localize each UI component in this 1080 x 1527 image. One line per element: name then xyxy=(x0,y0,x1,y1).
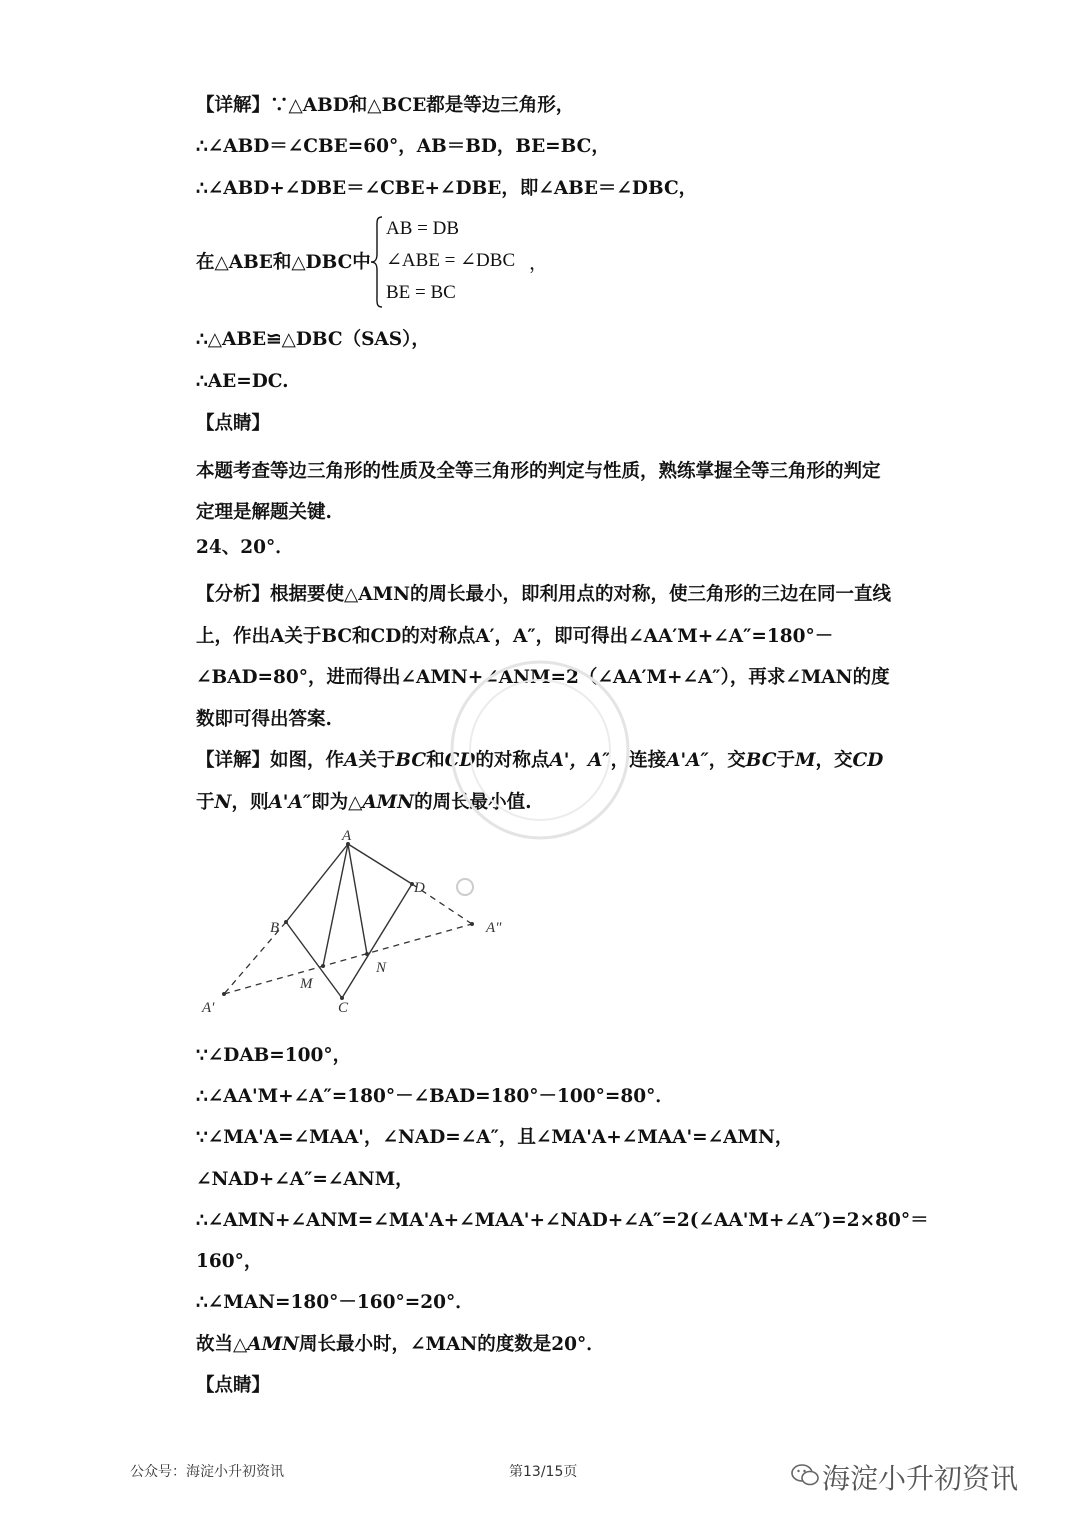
segment-AM xyxy=(323,844,348,966)
equation-system-prefix: 在△ABE和△DBC中 xyxy=(196,252,371,273)
segment-AB xyxy=(286,844,348,922)
comment-tag-2: 【点睛】 xyxy=(196,1375,271,1396)
detail-var: M xyxy=(794,750,816,771)
step-8 xyxy=(196,1331,896,1359)
detail-tag: 【详解】 xyxy=(196,750,271,771)
detail-text: ∵△ABD和△BCE都是等边三角形， xyxy=(270,95,575,116)
step-4: ∠NAD+∠A″=∠ANM， xyxy=(196,1169,414,1190)
label-M: M xyxy=(300,976,313,992)
detail-text: 的周长最小值. xyxy=(414,791,532,813)
detail-var: CD xyxy=(444,750,476,771)
point-A2 xyxy=(470,922,474,926)
dashed-A1-A2 xyxy=(224,924,472,994)
analysis-tag: 【分析】 xyxy=(196,584,271,605)
detail-var: AMN xyxy=(362,791,415,813)
detail-var: BC xyxy=(745,750,777,771)
detail-var: N xyxy=(214,791,232,813)
label-A-double-prime: A" xyxy=(486,920,502,936)
step-6: 160°， xyxy=(196,1251,263,1272)
wechat-icon xyxy=(790,1462,820,1488)
segment-BC xyxy=(286,922,342,998)
equation-lines xyxy=(386,214,515,310)
step-3: ∵∠MA'A=∠MAA'，∠NAD=∠A″，且∠MA'A+∠MAA'=∠AMN， xyxy=(196,1127,794,1148)
detail-var: A'，A″ xyxy=(549,750,611,771)
detail-var: A'A″ xyxy=(666,750,709,771)
comment-tag: 【点睛】 xyxy=(196,413,271,434)
watermark-seal-icon xyxy=(440,650,640,850)
segment-DC xyxy=(342,884,412,998)
segment-AD xyxy=(348,844,412,884)
label-C: C xyxy=(338,1000,349,1016)
detail-line-3: ∴∠ABD+∠DBE＝∠CBE+∠DBE，即∠ABE＝∠DBC， xyxy=(196,178,698,199)
footer-brand: 海淀小升初资讯 xyxy=(822,1462,1019,1495)
equation-line: AB = DB xyxy=(386,218,460,239)
detail-tag: 【详解】 xyxy=(196,95,271,116)
detail-var: A xyxy=(344,750,359,771)
label-A: A xyxy=(342,828,352,844)
label-A-prime: A' xyxy=(202,1000,215,1016)
point-N xyxy=(365,952,369,956)
detail-line-6: ∴AE=DC. xyxy=(196,371,289,392)
point-M xyxy=(321,964,325,968)
left-brace-icon xyxy=(370,216,384,308)
analysis-text: 根据要使△AMN的周长最小，即利用点的对称，使三角形的三边在同一直线上，作出A关于BC和CD的对称点A′，A″，即可得出∠AA′M+∠A″=180°－∠BAD=80°，进而得出∠AMN+∠ANM=2（∠AA′M+∠A″），再求∠MAN的度数即可得出答案. xyxy=(196,584,891,730)
step-var: AMN xyxy=(247,1334,299,1355)
detail-text: ，交 xyxy=(708,750,746,771)
geometry-figure xyxy=(190,828,520,1018)
label-N: N xyxy=(376,960,387,976)
point-B xyxy=(284,920,288,924)
detail-text: ，连接 xyxy=(610,750,667,771)
footer-account: 公众号：海淀小升初资讯 xyxy=(130,1464,284,1480)
footer-page-number: 第13/15页 xyxy=(509,1464,578,1480)
q24-answer: 24、20°． xyxy=(196,537,294,558)
label-B: B xyxy=(270,920,280,936)
detail-var: A'A″ xyxy=(268,791,312,813)
equation-system-suffix: ， xyxy=(529,252,549,274)
detail-var: BC xyxy=(395,750,427,771)
segment-AN xyxy=(348,844,367,954)
decorative-circle-icon xyxy=(456,878,474,896)
detail-text: 的对称点 xyxy=(475,750,550,771)
step-1: ∵∠DAB=100°， xyxy=(196,1045,352,1066)
label-D: D xyxy=(414,880,425,896)
detail-line-2: ∴∠ABD＝∠CBE=60°，AB＝BD，BE=BC， xyxy=(196,136,610,157)
detail-line-5: ∴△ABE≌△DBC（SAS）， xyxy=(196,329,430,350)
step-7: ∴∠MAN=180°－160°=20°． xyxy=(196,1292,474,1313)
detail-var: CD xyxy=(852,750,884,771)
detail-text: 关于 xyxy=(358,750,396,771)
detail-text: 和 xyxy=(426,750,445,771)
detail-text: 于 xyxy=(196,791,215,813)
point-A1 xyxy=(222,992,226,996)
detail-text: ，交 xyxy=(815,750,853,771)
detail-text: 如图，作 xyxy=(270,750,345,771)
equation-line: ∠ABE = ∠DBC xyxy=(386,250,516,271)
step-5: ∴∠AMN+∠ANM=∠MA'A+∠MAA'+∠NAD+∠A″=2(∠AA'M+∠A″)=2×80°＝ xyxy=(196,1210,929,1231)
detail-text: 即为△ xyxy=(311,791,363,813)
detail-line-1 xyxy=(196,92,896,120)
equation-line: BE = BC xyxy=(386,282,456,303)
step-text: 故当△ xyxy=(196,1334,248,1355)
step-2: ∴∠AA'M+∠A″=180°－∠BAD=180°－100°=80°． xyxy=(196,1086,674,1107)
detail-text: ，则 xyxy=(231,791,269,813)
step-text: 周长最小时，∠MAN的度数是20°． xyxy=(298,1334,605,1355)
detail-text: 于 xyxy=(776,750,795,771)
comment-text: 本题考查等边三角形的性质及全等三角形的判定与性质，熟练掌握全等三角形的判定定理是解题关键. xyxy=(196,461,881,523)
